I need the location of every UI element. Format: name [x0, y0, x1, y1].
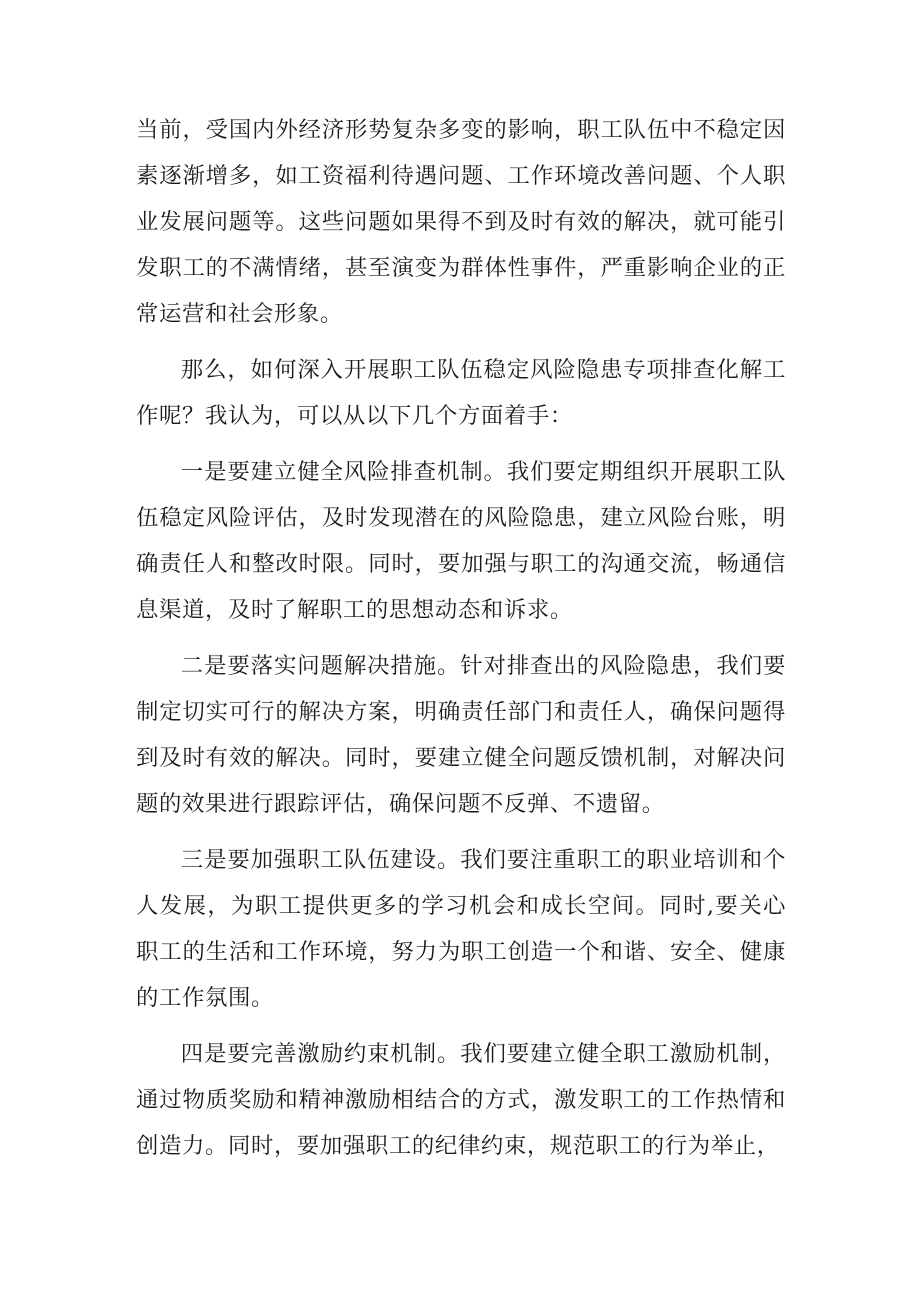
paragraph-6: 四是要完善激励约束机制。我们要建立健全职工激励机制，通过物质奖励和精神激励相结合的方式，激发职工的工作热情和创造力。同时，要加强职工的纪律约束，规范职工的行为举止， [136, 1041, 786, 1159]
paragraph-3: 一是要建立健全风险排查机制。我们要定期组织开展职工队伍稳定风险评估，及时发现潜在的风险隐患，建立风险台账，明确责任人和整改时限。同时，要加强与职工的沟通交流，畅通信息渠道，及时了解职工的思想动态和诉求。 [136, 459, 786, 623]
paragraph-2: 那么，如何深入开展职工队伍稳定风险隐患专项排查化解工作呢？我认为，可以从以下几个方面着手： [136, 357, 786, 429]
paragraph-5: 三是要加强职工队伍建设。我们要注重职工的职业培训和个人发展，为职工提供更多的学习机会和成长空间。同时,要关心职工的生活和工作环境，努力为职工创造一个和谐、安全、健康的工作氛围。 [136, 847, 786, 1011]
paragraph-4: 二是要落实问题解决措施。针对排查出的风险隐患，我们要制定切实可行的解决方案，明确责任部门和责任人，确保问题得到及时有效的解决。同时，要建立健全问题反馈机制，对解决问题的效果进行跟踪评估，确保问题不反弹、不遗留。 [136, 653, 786, 817]
paragraph-1: 当前，受国内外经济形势复杂多变的影响，职工队伍中不稳定因素逐渐增多，如工资福利待遇问题、工作环境改善问题、个人职业发展问题等。这些问题如果得不到及时有效的解决，就可能引发职工的不满情绪，甚至演变为群体性事件，严重影响企业的正常运营和社会形象。 [136, 117, 786, 327]
document-body [136, 107, 786, 1169]
